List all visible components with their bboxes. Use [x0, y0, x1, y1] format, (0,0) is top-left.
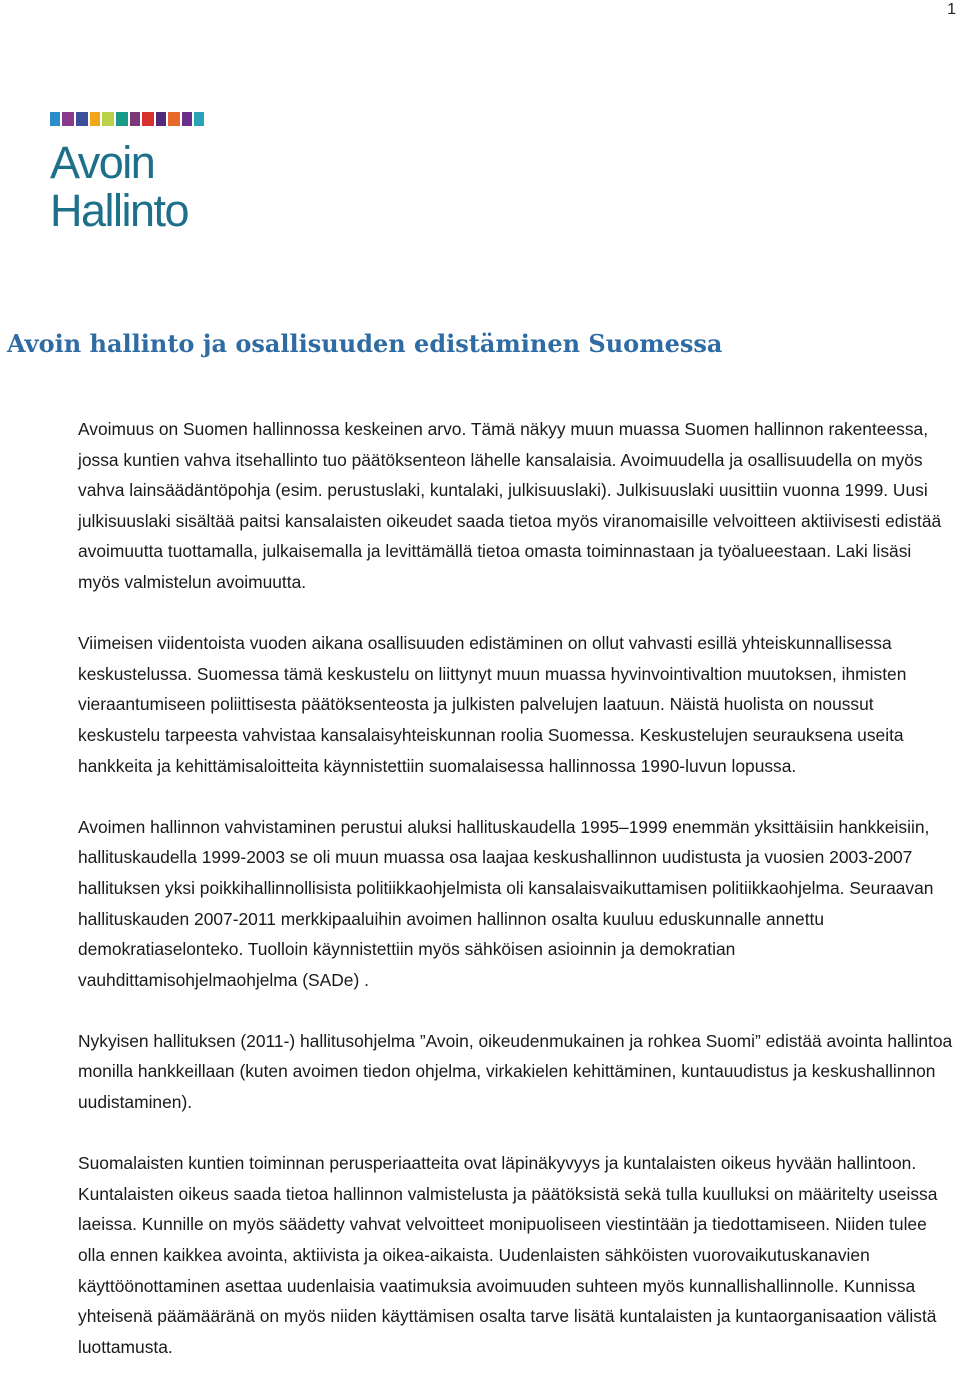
- logo-bar: [90, 112, 100, 126]
- document-title: Avoin hallinto ja osallisuuden edistäminen Suomessa: [7, 329, 723, 358]
- logo-color-bars: [50, 112, 204, 126]
- logo-bar: [50, 112, 60, 126]
- paragraph: Avoimen hallinnon vahvistaminen perustui aluksi hallituskaudella 1995–1999 enemmän yksittäisiin hankkeisiin, hallituskaudella 1999-2003 se oli muun muassa osa laajaa keskushallinnon uudistusta ja vuosien 2003-2007 hallituksen yksi poikkihallinnollisista politiikkaohjelmista oli kansalaisvaikuttamisen politiikkaohjelma. Seuraavan hallituskauden 2007-2011 merkkipaaluihin avoimen hallinnon osalta kuuluu eduskunnalle annettu demokratiaselonteko. Tuolloin käynnistettiin myös sähköisen asioinnin ja demokratian vauhdittamisohjelmaohjelma (SADe) .: [78, 816, 934, 990]
- avoin-hallinto-logo: [50, 112, 220, 236]
- document-body: [78, 414, 956, 1393]
- logo-bar: [102, 112, 114, 126]
- logo-text-line2: Hallinto: [50, 185, 189, 236]
- logo-bar: [116, 112, 128, 126]
- paragraph: Suomalaisten kuntien toiminnan perusperiaatteita ovat läpinäkyvyys ja kuntalaisten oikeus hyvään hallintoon. Kuntalaisten oikeus saada tietoa hallinnon valmistelusta ja päätöksistä sekä tulla kuulluksi on määritelty useissa laeissa. Kunnille on myös säädetty vahvat velvoitteet monipuoliseen viestintään ja tiedottamiseen. Niiden tulee olla ennen kaikkea avointa, aktiivista ja oikea-aikaista. Uudenlaisten sähköisten vuorovaikutuskanavien käyttöönottaminen asettaa uudenlaisia vaatimuksia avoimuuden suhteen myös kunnallishallinnolle. Kunnissa yhteisenä päämääränä on myös niiden käyttämisen osalta tarve lisätä kuntalaisten ja kuntaorganisaation välistä luottamusta.: [78, 1153, 938, 1357]
- page-number: 1: [947, 1, 956, 18]
- logo-bar: [194, 112, 204, 126]
- logo-bar: [76, 112, 88, 126]
- paragraph: Viimeisen viidentoista vuoden aikana osallisuuden edistäminen on ollut vahvasti esillä yhteiskunnallisessa keskustelussa. Suomessa tämä keskustelu on liittynyt muun muassa hyvinvointivaltion muutoksen, ihmisten vieraantumiseen poliittisesta päätöksenteosta ja julkisten palvelujen laatuun. Näistä huolista on noussut keskustelu tarpeesta vahvistaa kansalaisyhteiskunnan roolia Suomessa. Keskustelujen seurauksena useita hankkeita ja kehittämisaloitteita käynnistettiin suomalaisessa hallinnossa 1990-luvun lopussa.: [78, 633, 907, 776]
- logo-bar: [182, 112, 192, 126]
- logo-text-line1: Avoin: [50, 137, 155, 188]
- logo-bar: [130, 112, 140, 126]
- logo-bar: [62, 112, 74, 126]
- paragraph: Nykyisen hallituksen (2011-) hallitusohjelma ”Avoin, oikeudenmukainen ja rohkea Suomi” edistää avointa hallintoa monilla hankkeillaan (kuten avoimen tiedon ohjelma, virkakielen kehittäminen, kuntauudistus ja keskushallinnon uudistaminen).: [78, 1030, 953, 1113]
- logo-bar: [142, 112, 154, 126]
- paragraph: Avoimuus on Suomen hallinnossa keskeinen arvo. Tämä näkyy muun muassa Suomen hallinnon rakenteessa, jossa kuntien vahva itsehallinto tuo päätöksenteon lähelle kansalaisia. Avoimuudella ja osallisuudella on myös vahva lainsäädäntöpohja (esim. perustuslaki, kuntalaki, julkisuuslaki). Julkisuuslaki uusittiin vuonna 1999. Uusi julkisuuslaki sisältää paitsi kansalaisten oikeudet saada tietoa myös viranomaisille velvoitteen aktiivisesti edistää avoimuutta tuottamalla, julkaisemalla ja levittämällä tietoa omasta toiminnastaan ja työalueestaan. Laki lisäsi myös valmistelun avoimuutta.: [78, 419, 942, 592]
- logo-bar: [168, 112, 180, 126]
- logo-bar: [156, 112, 166, 126]
